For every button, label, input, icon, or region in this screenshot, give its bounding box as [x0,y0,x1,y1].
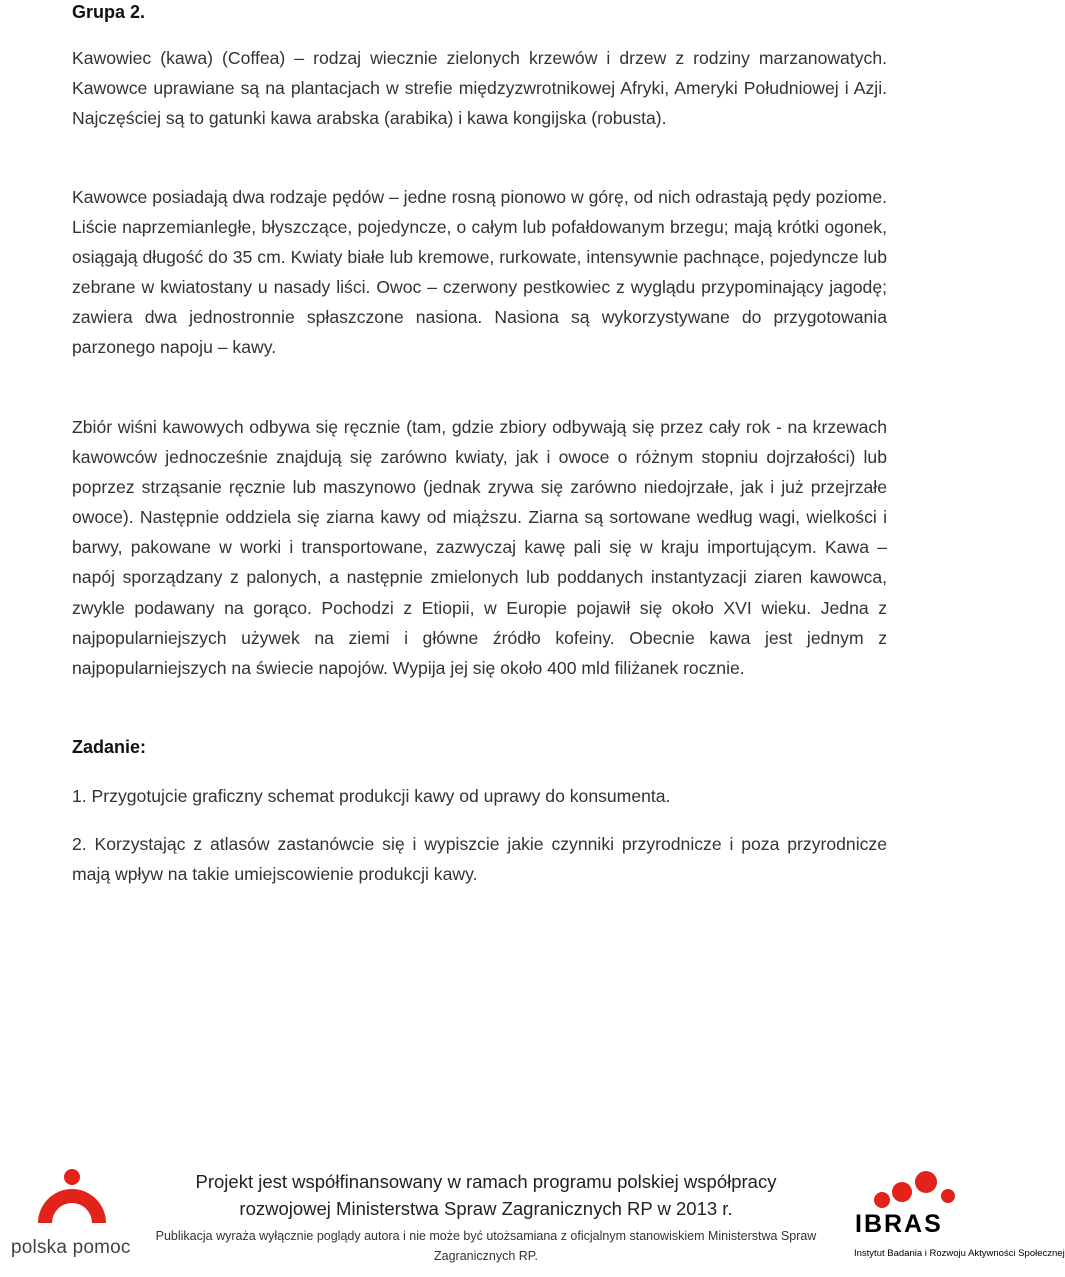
paragraph-coffee-intro: Kawowiec (kawa) (Coffea) – rodzaj wiecznie zielonych krzewów i drzew z rodziny marzanowatych. Kawowce uprawiane są na plantacjach w strefie międzyzwrotnikowej Afryki, Ameryki Południowej i Azji. Najczęściej są to gatunki kawa arabska (arabika) i kawa kongijska (robusta). [72,48,887,129]
ibras-logo [852,1170,1065,1274]
task-heading: Zadanie: [72,737,147,757]
footer-disclaimer: Publikacja wyraża wyłącznie poglądy autora i nie może być utożsamiana z oficjalnym stanowiskiem Ministerstwa Spraw Zagranicznych RP. [155,1229,817,1263]
task-item-2: 2. Korzystając z atlasów zastanówcie się i wypiszcie jakie czynniki przyrodnicze i poza przyrodnicze mają wpływ na takie umiejscowienie produkcji kawy. [72,834,887,885]
group-heading: Grupa 2. [72,2,146,22]
paragraph-coffee-harvest: Zbiór wiśni kawowych odbywa się ręcznie (tam, gdzie zbiory odbywają się przez cały rok - na krzewach kawowców jednocześnie znajdują się zarówno kwiaty, jak i owoce o różnym stopniu dojrzałości) lub poprzez strząsanie ręcznie lub maszynowo (jednak zrywa się zarówno niedojrzałe, jak i już przejrzałe owoce). Następnie oddziela się ziarna kawy od miąższu. Ziarna są sortowane według wagi, wielkości i barwy, pakowane w worki i transportowane, zazwyczaj kawę pali się w kraju importującym. Kawa – napój sporządzany z palonych, a następnie zmielonych lub poddanych instantyzacji ziaren kawowca, zwykle podawany na gorąco. Pochodzi z Etiopii, w Europie pojawił się około XVI wieku. Jedna z najpopularniejszych używek na ziemi i główne źródło kofeiny. Obecnie kawa jest jednym z najpopularniejszych na świecie napojów. Wypija jej się około 400 mld filiżanek rocznie. [72,417,887,678]
footer-project-line: Projekt jest współfinansowany w ramach programu polskiej współpracy rozwojowej Ministerstwa Spraw Zagranicznych RP w 2013 r. [195,1171,777,1219]
paragraph-coffee-plant: Kawowce posiadają dwa rodzaje pędów – jedne rosną pionowo w górę, od nich odrastają pędy poziome. Liście naprzemianległe, błyszczące, pojedyncze, o całym lub pofałdowanym brzegu; mają krótki ogonek, osiągają długość do 35 cm. Kwiaty białe lub kremowe, rurkowate, intensywnie pachnące, pojedyncze lub zebrane w kwiatostany u nasady liści. Owoc – czerwony pestkowiec z wyglądu przypominający jagodę; zawiera dwa jednostronnie spłaszczone nasiona. Nasiona są wykorzystywane do przygotowania parzonego napoju – kawy. [72,187,887,358]
ibras-wordmark: IBRAS [855,1210,943,1238]
polska-pomoc-text: polska pomoc [11,1237,131,1258]
ibras-subtitle: Instytut Badania i Rozwoju Aktywności Społecznej [854,1248,1065,1259]
polska-pomoc-emblem-icon [32,1165,112,1231]
polska-pomoc-logo [8,1165,136,1265]
ibras-dots-icon [852,1170,960,1210]
footer-funding-note [150,1168,822,1266]
task-item-1: 1. Przygotujcie graficzny schemat produkcji kawy od uprawy do konsumenta. [72,786,671,806]
